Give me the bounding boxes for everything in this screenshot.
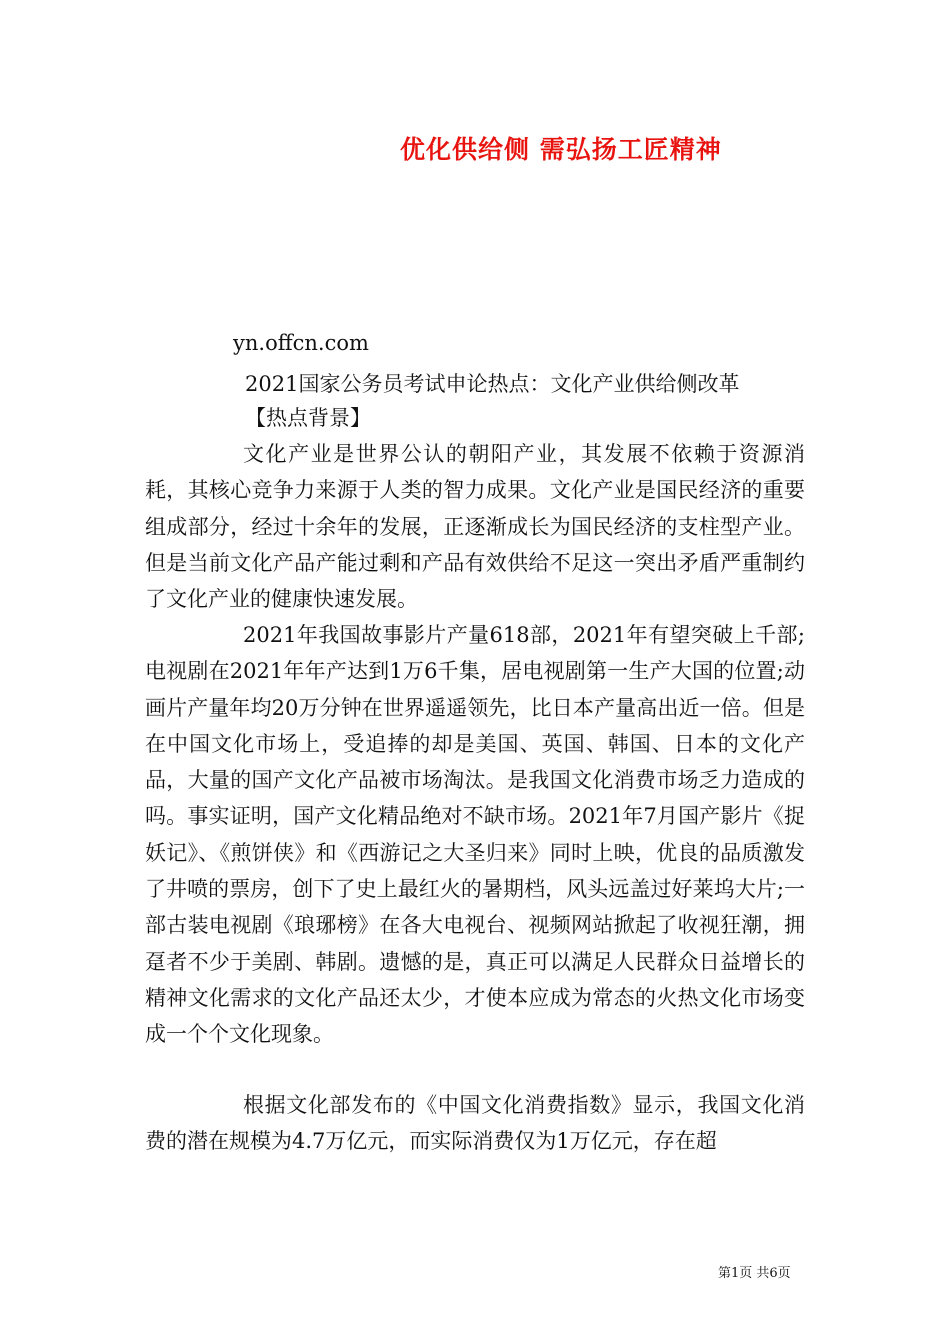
- document-title: 优化供给侧 需弘扬工匠精神: [400, 135, 722, 164]
- page-number: 第1页 共6页: [718, 1266, 791, 1281]
- paragraph-1: 文化产业是世界公认的朝阳产业，其发展不依赖于资源消耗，其核心竞争力来源于人类的智力成果。文化产业是国民经济的重要组成部分，经过十余年的发展，正逐渐成长为国民经济的支柱型产业。但是当前文化产品产能过剩和产品有效供给不足这一突出矛盾严重制约了文化产业的健康快速发展。: [145, 442, 805, 612]
- source-url: yn.offcn.com: [233, 331, 369, 355]
- paragraph-2: 2021年我国故事影片产量618部，2021年有望突破上千部;电视剧在2021年年产达到1万6千集，居电视剧第一生产大国的位置;动画片产量年均20万分钟在世界遥遥领先，比日本产量高出近一倍。但是在中国文化市场上，受追捧的却是美国、英国、韩国、日本的文化产品，大量的国产文化产品被市场淘汰。是我国文化消费市场乏力造成的吗。事实证明，国产文化精品绝对不缺市场。2021年7月国产影片《捉妖记》、《煎饼侠》和《西游记之大圣归来》同时上映，优良的品质激发了井喷的票房，创下了史上最红火的暑期档，风头远盖过好莱坞大片;一部古装电视剧《琅琊榜》在各大电视台、视频网站掀起了收视狂潮，拥趸者不少于美剧、韩剧。遗憾的是，真正可以满足人民群众日益增长的精神文化需求的文化产品还太少，才使本应成为常态的火热文化市场变成一个个文化现象。: [145, 623, 805, 1047]
- paragraph-3: 根据文化部发布的《中国文化消费指数》显示，我国文化消费的潜在规模为4.7万亿元，而实际消费仅为1万亿元，存在超: [145, 1093, 805, 1154]
- section-heading: 【热点背景】: [245, 406, 371, 430]
- document-subtitle: 2021国家公务员考试申论热点：文化产业供给侧改革: [245, 372, 740, 396]
